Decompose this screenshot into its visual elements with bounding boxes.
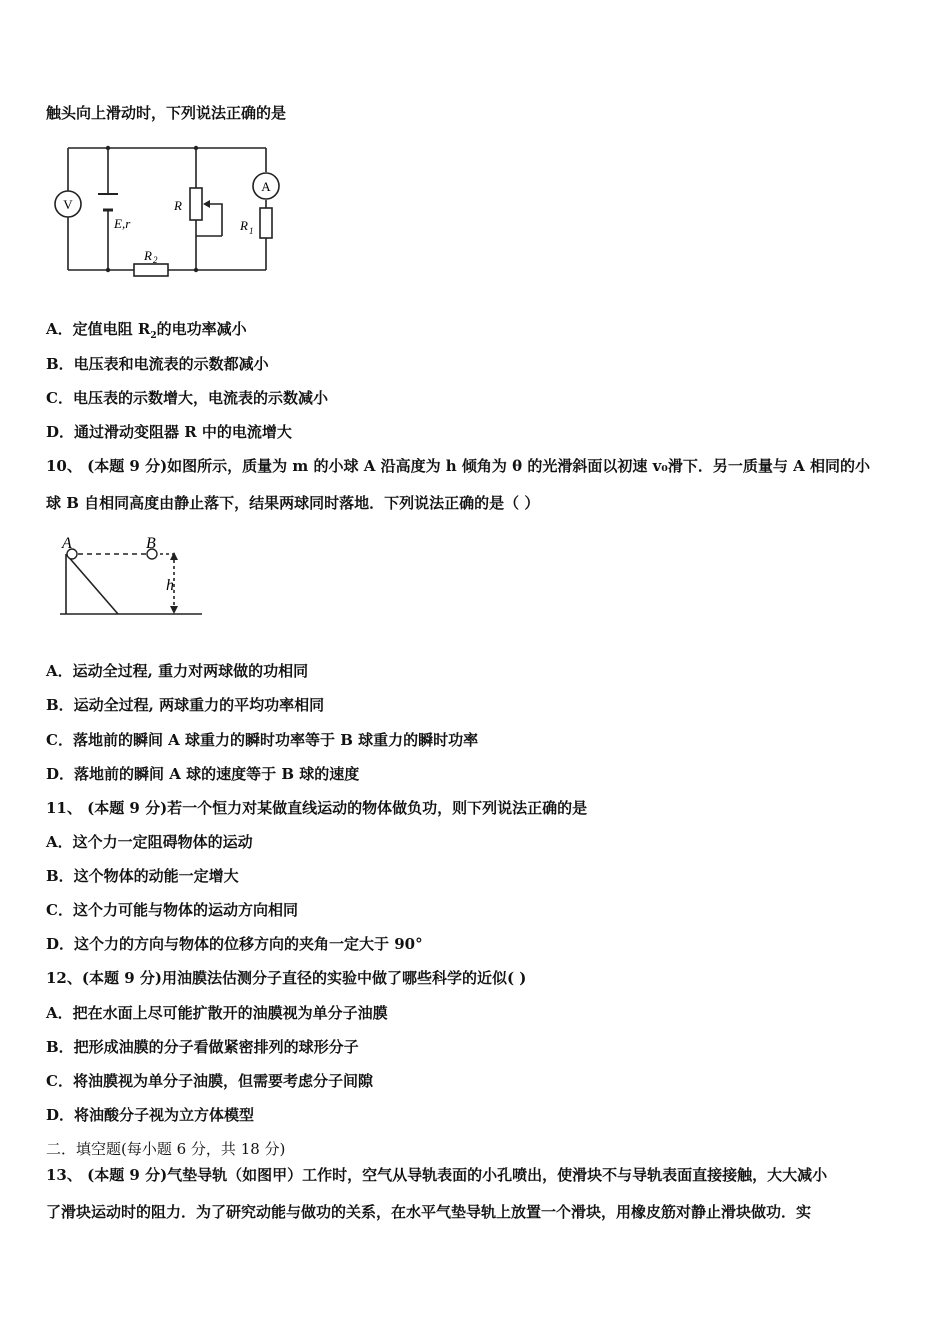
q11-option-d: D．这个力的方向与物体的位移方向的夹角一定大于 90° [46, 935, 423, 953]
q11-option-a: A．这个力一定阻碍物体的运动 [46, 833, 253, 851]
svg-text:2: 2 [153, 255, 158, 265]
incline-figure [56, 530, 226, 620]
q10-option-a: A．运动全过程, 重力对两球做的功相同 [46, 662, 309, 680]
q9-option-c: C．电压表的示数增大，电流表的示数减小 [46, 389, 328, 407]
svg-text:R: R [144, 248, 152, 263]
svg-text:h: h [166, 577, 174, 594]
intro-line: 触头向上滑动时，下列说法正确的是 [46, 104, 287, 122]
q12-option-a: A．把在水面上尽可能扩散开的油膜视为单分子油膜 [46, 1004, 388, 1022]
q13-stem-line1: 13、 (本题 9 分)气垫导轨（如图甲）工作时，空气从导轨表面的小孔喷出，使滑块不与导轨表面直接接触，大大减小 [46, 1166, 828, 1184]
q9-option-d: D．通过滑动变阻器 R 中的电流增大 [46, 423, 292, 441]
svg-text:A: A [261, 179, 271, 194]
svg-text:1: 1 [249, 226, 254, 236]
q10-option-c: C．落地前的瞬间 A 球重力的瞬时功率等于 B 球重力的瞬时功率 [46, 731, 479, 749]
q9-option-b: B．电压表和电流表的示数都减小 [46, 355, 269, 373]
q11-option-c: C．这个力可能与物体的运动方向相同 [46, 901, 298, 919]
q11-option-b: B．这个物体的动能一定增大 [46, 867, 239, 885]
section-heading: 二．填空题(每小题 6 分，共 18 分) [46, 1140, 286, 1158]
q12-option-c: C．将油膜视为单分子油膜，但需要考虑分子间隙 [46, 1072, 373, 1090]
q13-stem-line2: 了滑块运动时的阻力．为了研究动能与做功的关系，在水平气垫导轨上放置一个滑块，用橡皮筋对静止滑块做功．实 [46, 1203, 812, 1221]
svg-text:E,r: E,r [114, 216, 131, 231]
q10-stem-line2: 球 B 自相同高度由静止落下，结果两球同时落地．下列说法正确的是（ ） [46, 494, 540, 512]
svg-text:V: V [63, 197, 73, 212]
svg-text:A: A [62, 535, 72, 552]
q12-option-d: D．将油酸分子视为立方体模型 [46, 1106, 255, 1124]
q10-option-d: D．落地前的瞬间 A 球的速度等于 B 球的速度 [46, 765, 360, 783]
q10-option-b: B．运动全过程, 两球重力的平均功率相同 [46, 696, 325, 714]
svg-text:B: B [146, 535, 156, 552]
q12-stem: 12、(本题 9 分)用油膜法估测分子直径的实验中做了哪些科学的近似( ) [46, 969, 527, 987]
q12-option-b: B．把形成油膜的分子看做紧密排列的球形分子 [46, 1038, 359, 1056]
q11-stem: 11、 (本题 9 分)若一个恒力对某做直线运动的物体做负功，则下列说法正确的是 [46, 799, 588, 817]
q9-option-a: A．定值电阻 $R_2$的电功率减小 [46, 320, 247, 341]
q10-stem-line1: 10、 (本题 9 分)如图所示，质量为 m 的小球 A 沿高度为 h 倾角为 θ 的光滑斜面以初速 v₀滑下．另一质量与 A 相同的小 [46, 457, 870, 475]
svg-text:R: R [240, 218, 248, 233]
svg-text:R: R [174, 198, 182, 213]
circuit-diagram [50, 142, 290, 282]
